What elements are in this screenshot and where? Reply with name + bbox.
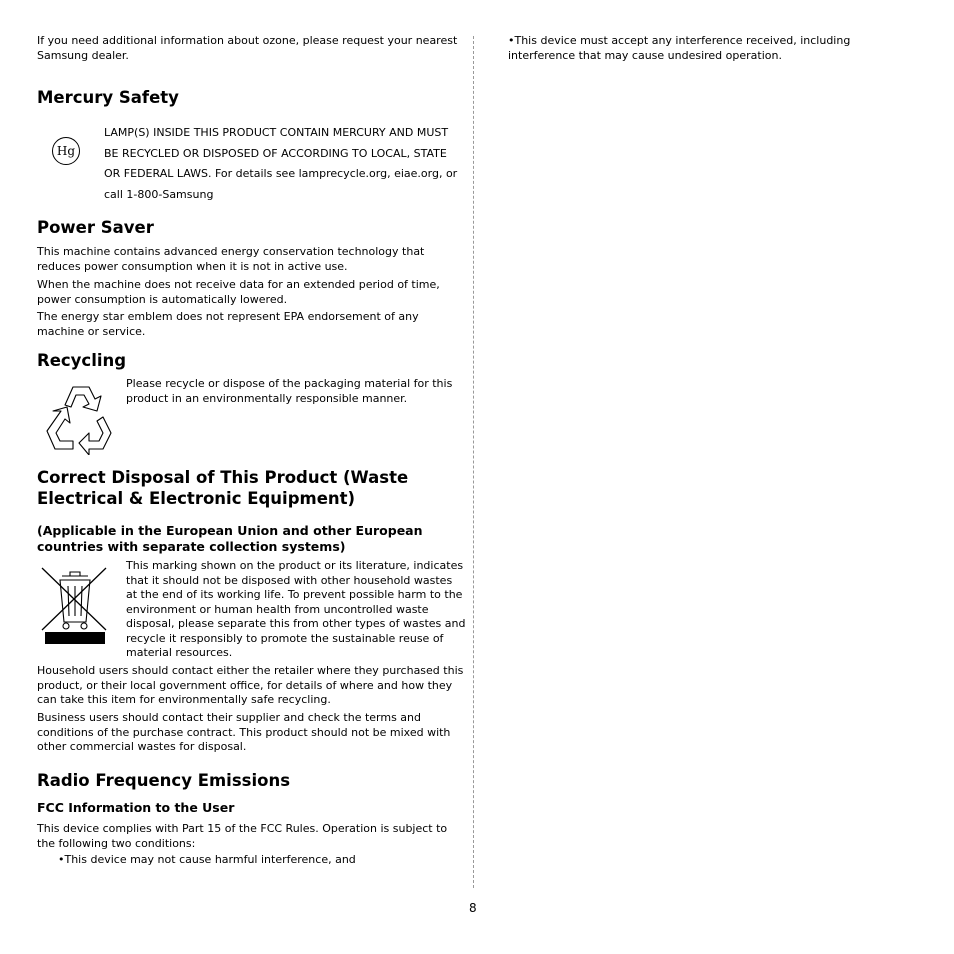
column-divider (473, 36, 474, 888)
page-number: 8 (469, 901, 477, 915)
weee-marking-text: This marking shown on the product or its literature, indicates that it should not be disposed with other household wastes at the end of its working life. To prevent possible harm to the environment or human health from uncontrolled waste disposal, please separate this from other types of wastes and recycle it responsibly to promote the sustainable reuse of material resources. (126, 559, 466, 659)
fcc-subheading: FCC Information to the User (37, 800, 235, 815)
hg-icon-label: Hg (56, 144, 76, 158)
weee-household-text: Household users should contact either the retailer where they purchased this product, or their local government office, for details of where and how they can take this item for environmentally safe recycling. (37, 664, 464, 706)
recycling-text: Please recycle or dispose of the packaging material for this product in an environmentally responsible manner. (126, 377, 453, 405)
fcc-bullet-1: •This device may not cause harmful interference, and (58, 853, 356, 866)
weee-business-text: Business users should contact their supplier and check the terms and conditions of the purchase contract. This product should not be mixed with other commercial wastes for disposal. (37, 711, 451, 753)
fcc-bullet-2: •This device must accept any interference received, including interference that may cause undesired operation. (508, 34, 851, 62)
mercury-line-1: LAMP(S) INSIDE THIS PRODUCT CONTAIN MERCURY AND MUST (104, 126, 449, 139)
fcc-text: This device complies with Part 15 of the FCC Rules. Operation is subject to the following two conditions: (37, 822, 448, 850)
mercury-line-3: OR FEDERAL LAWS. For details see lamprecycle.org, eiae.org, or (104, 167, 458, 180)
mercury-notice (104, 123, 474, 205)
mercury-line-4: call 1-800-Samsung (104, 187, 214, 201)
power-saver-heading: Power Saver (37, 218, 154, 237)
power-saver-para-3: The energy star emblem does not represent EPA endorsement of any machine or service. (37, 310, 419, 338)
power-saver-para-1: This machine contains advanced energy conservation technology that reduces power consumption when it is not in active use. (37, 245, 425, 273)
mercury-heading: Mercury Safety (37, 88, 179, 107)
recycling-heading: Recycling (37, 351, 127, 370)
power-saver-para-2: When the machine does not receive data for an extended period of time, power consumption is automatically lowered. (37, 278, 440, 306)
mercury-line-2: BE RECYCLED OR DISPOSED OF ACCORDING TO LOCAL, STATE (104, 146, 447, 160)
ozone-text: If you need additional information about ozone, please request your nearest Samsung dealer. (37, 34, 458, 62)
mercury-hg-icon (51, 136, 81, 166)
crossed-bin-icon (40, 564, 112, 648)
recycle-icon (43, 383, 115, 455)
weee-subheading: (Applicable in the European Union and other European countries with separate collection systems) (37, 523, 423, 554)
rf-heading: Radio Frequency Emissions (37, 771, 291, 790)
weee-heading: Correct Disposal of This Product (Waste Electrical & Electronic Equipment) (37, 468, 409, 508)
